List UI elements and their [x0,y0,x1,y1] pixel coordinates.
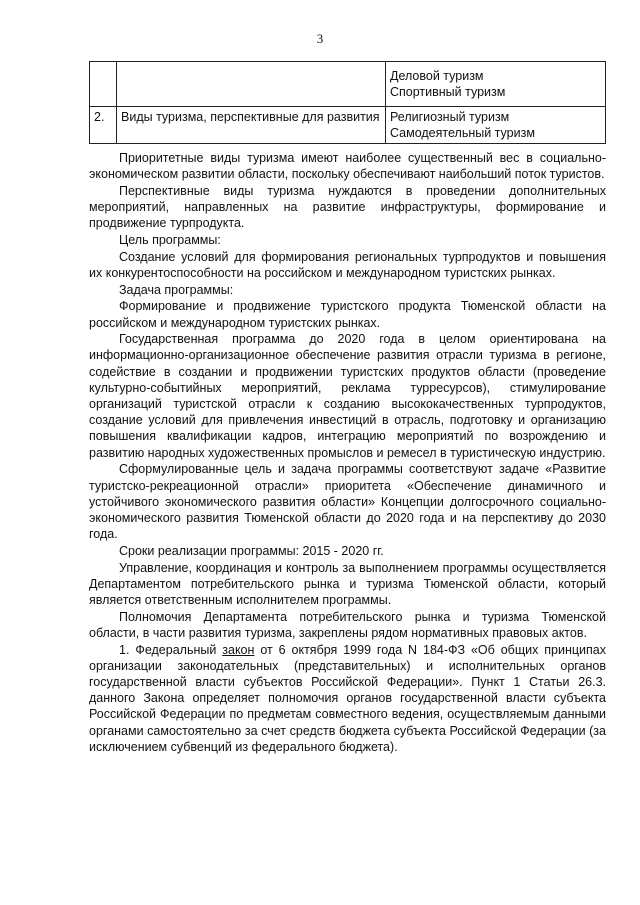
paragraph-federal-law [89,642,606,755]
row-name-cell [117,62,386,107]
law-text-before: 1. Федеральный [119,642,223,657]
document-body [89,150,606,755]
law-text-after: от 6 октября 1999 года N 184-ФЗ «Об общих принципах организации законодательных (представительных) и исполнительных органов государственной власти субъектов Российской Федерации». Пункт 1 Статьи 26.3. данного Закона определяет полномочия органов государственной власти субъекта Российской Федерации по предметам совместного ведения, осуществляемым данными органами самостоятельно за счет средств бюджета субъекта Российской Федерации (за исключением субвенций из федерального бюджета). [89,642,606,754]
heading-program-task: Задача программы: [119,282,234,297]
paragraph-perspective-types: Перспективные виды туризма нуждаются в проведении дополнительных мероприятий, направленных на развитие инфраструктуры, формирование и продвижение турпродукта. [89,183,606,231]
heading-program-goal: Цель программы: [119,233,221,248]
paragraph-priority-types: Приоритетные виды туризма имеют наиболее существенный вес в социально-экономическом развитии области, поскольку обеспечивают наибольший поток туристов. [89,151,606,182]
paragraph-program-task: Формирование и продвижение туристского продукта Тюменской области на российском и международном туристских рынках. [89,299,606,330]
table-row [90,62,606,107]
row-name-cell: Виды туризма, перспективные для развития [117,107,386,144]
row-value: Самодеятельный туризм [390,126,535,140]
row-number-cell [90,62,117,107]
paragraph-program-orientation: Государственная программа до 2020 года в целом ориентирована на информационно-организационное обеспечение развития отрасли туризма в регионе, содействие в создании и продвижении туристских продуктов области (проведение культурно-событийных мероприятий, реклама турресурсов), стимулирование организаций туристской отрасли к созданию высококачественных турпродуктов, создание условий для привлечения инвестиций в отрасль, подготовку и организацию повышения квалификации кадров, интеграцию мероприятий по возрождению и развитию народных художественных промыслов и ремесел в туристическую индустрию. [89,332,606,460]
row-value: Спортивный туризм [390,85,506,99]
paragraph-program-terms: Сроки реализации программы: 2015 - 2020 гг. [119,543,384,558]
row-values-cell [386,107,606,144]
row-value: Деловой туризм [390,69,484,83]
paragraph-concept-alignment: Сформулированные цель и задача программы соответствуют задаче «Развитие туристско-рекреационной отрасли» приоритета «Обеспечение динамичного и устойчивого экономического развития области» Концепции долгосрочного социально-экономического развития Тюменской области до 2020 года и на перспективу до 2030 года. [89,462,606,542]
row-value: Религиозный туризм [390,110,510,124]
row-values-cell [386,62,606,107]
tourism-types-table [89,61,606,144]
paragraph-department-powers: Полномочия Департамента потребительского рынка и туризма Тюменской области, в части развития туризма, закреплены рядом нормативных правовых актов. [89,609,606,640]
paragraph-program-goal: Создание условий для формирования региональных турпродуктов и повышения их конкурентоспособности на российском и международном туристских рынках. [89,249,606,280]
paragraph-program-management: Управление, координация и контроль за выполнением программы осуществляется Департаментом потребительского рынка и туризма Тюменской области, который является ответственным исполнителем программы. [89,560,606,607]
federal-law-link[interactable]: закон [222,642,255,657]
row-number-cell: 2. [90,107,117,144]
table-row [90,107,606,144]
page-number: 3 [316,31,324,46]
